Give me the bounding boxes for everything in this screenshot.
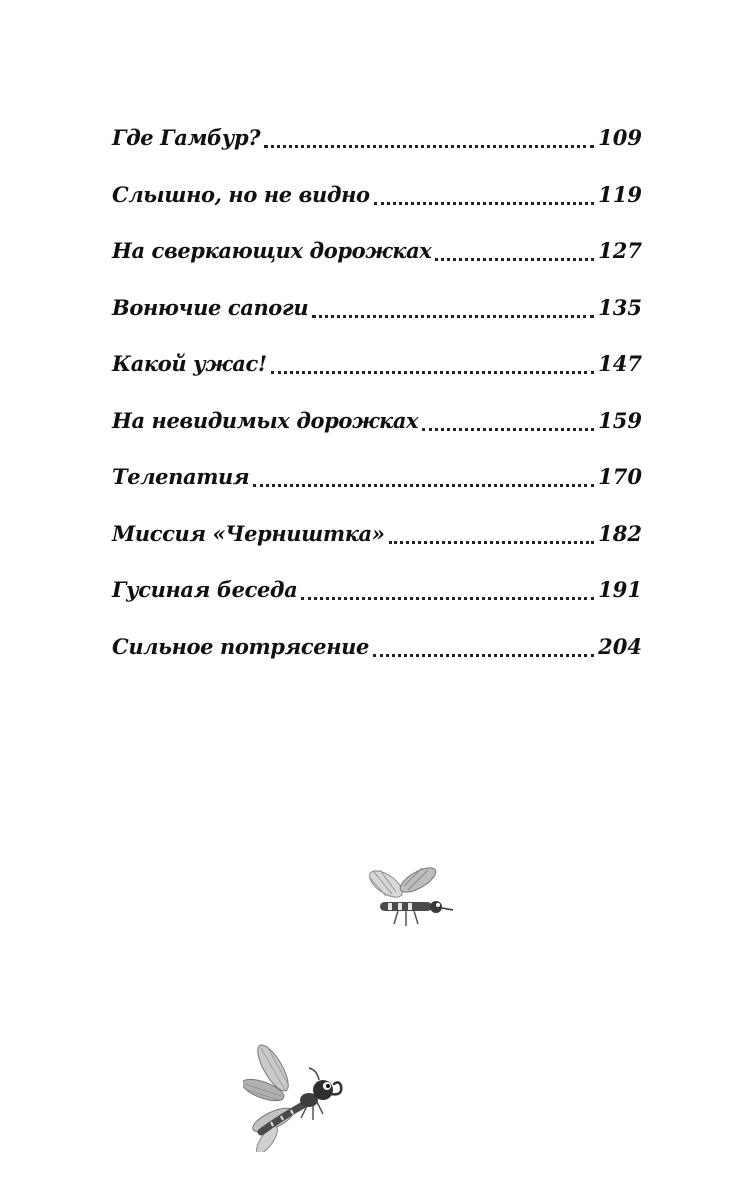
toc-entry-page: 135 [594,295,642,321]
toc-dot-leader [253,458,594,487]
toc-entry[interactable] [112,464,642,521]
toc-entry[interactable] [112,295,642,352]
toc-entry[interactable] [112,182,642,239]
toc-entry-page: 182 [594,521,642,547]
toc-entry-page: 204 [594,634,642,660]
toc-entry[interactable] [112,634,642,691]
toc-entry-page: 170 [594,464,642,490]
toc-dot-leader [312,289,594,318]
toc-entry[interactable] [112,238,642,295]
table-of-contents [112,125,642,690]
toc-dot-leader [374,176,595,205]
toc-dot-leader [373,628,594,657]
toc-entry-title: На невидимых дорожках [112,408,422,434]
toc-entry[interactable] [112,521,642,578]
toc-dot-leader [435,232,594,261]
toc-entry-title: На сверкающих дорожках [112,238,435,264]
toc-entry-title: Телепатия [112,464,253,490]
toc-entry[interactable] [112,408,642,465]
toc-dot-leader [301,571,594,600]
toc-entry[interactable] [112,125,642,182]
toc-entry-page: 191 [594,577,642,603]
toc-entry-title: Миссия «Черништка» [112,521,389,547]
toc-entry-page: 119 [594,182,642,208]
toc-entry-title: Гусиная беседа [112,577,301,603]
toc-entry-page: 127 [594,238,642,264]
toc-dot-leader [389,515,595,544]
toc-entry-page: 147 [594,351,642,377]
toc-dot-leader [264,119,594,148]
toc-entry-title: Слышно, но не видно [112,182,374,208]
toc-entry-title: Какой ужас! [112,351,271,377]
toc-entry-page: 159 [594,408,642,434]
dragonfly-icon [243,1040,348,1152]
toc-dot-leader [422,402,594,431]
toc-entry[interactable] [112,577,642,634]
toc-entry-title: Где Гамбур? [112,125,264,151]
mosquito-icon [358,862,454,932]
toc-entry-page: 109 [594,125,642,151]
toc-entry-title: Сильное потрясение [112,634,373,660]
toc-entry[interactable] [112,351,642,408]
toc-entry-title: Вонючие сапоги [112,295,312,321]
toc-dot-leader [271,345,594,374]
